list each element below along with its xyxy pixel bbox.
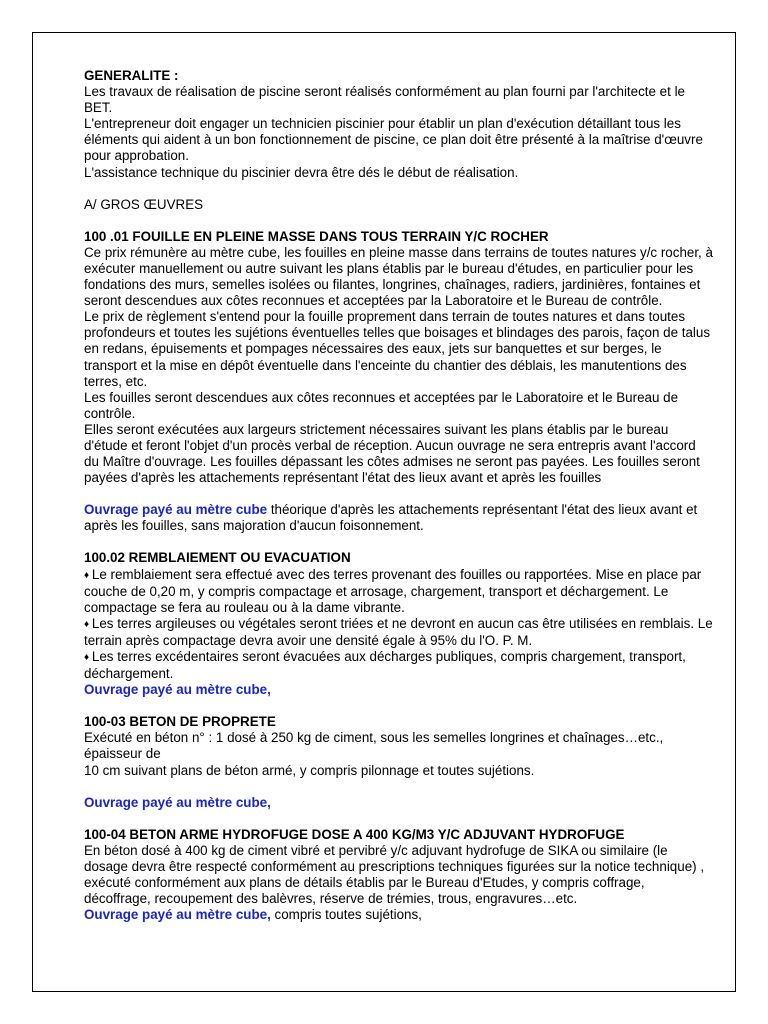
item-100-03-paragraph-1: Exécuté en béton n° : 1 dosé à 250 kg de ciment, sous les semelles longrines et chaînages…etc., épaisseur de (84, 730, 664, 762)
diamond-bullet-icon (84, 649, 92, 664)
item-100-01-paragraph-4: Elles seront exécutées aux largeurs strictement nécessaires suivant les plans établis par le bureau d'étude et feront l'objet d'un procès verbal de réception. Aucun ouvrage ne sera entrepris avant l'accord du Maître d'ouvrage. Les fouilles dépassant les côtes admises ne seront pas payées. Les fouilles seront payées d'après les attachements représentant l'état des lieux avant et après les fouilles (84, 421, 700, 486)
payment-label: Ouvrage payé au mètre cube (84, 502, 268, 518)
item-100-01-paragraph-3: Les fouilles seront descendues aux côtes reconnues et acceptées par le Laboratoire et le Bureau de contrôle. (84, 389, 679, 421)
item-100-02-payment (84, 682, 714, 698)
item-100-02-bullet-2: ♦ Les terres argileuses ou végétales seront triées et ne devront en aucun cas être utilisées en remblais. Le terrain après compactage devra avoir une densité égale à 95% du l'O. P. M. (84, 616, 714, 649)
item-100-02-heading: 100.02 REMBLAIEMENT OU EVACUATION (84, 550, 351, 566)
item-100-02-bullet-1: ♦ Le remblaiement sera effectué avec des terres provenant des fouilles ou rapportées. Mise en place par couche de 0,20 m, y compris compactage et arrosage, chargement, transport et déchargement. Le compactage se fera au rouleau ou à la dame vibrante. (84, 567, 714, 616)
payment-label: Ouvrage payé au mètre cube, (84, 794, 271, 810)
item-100-02-bullet-3: ♦ Les terres excédentaires seront évacuées aux décharges publiques, compris chargement, transport, déchargement. (84, 649, 714, 682)
generalite-paragraph-3: L'assistance technique du piscinier devra être dés le début de réalisation. (84, 164, 519, 180)
item-100-01-paragraph-2: Le prix de règlement s'entend pour la fouille proprement dans terrain de toutes natures et dans toutes profondeurs et toutes les sujétions éventuelles telles que boisages et blindages des parois, façon de talus en redans, épuisements et pompages nécessaires des eaux, jets sur banquettes et sur berges, le transport et la mise en dépôt éventuelle dans l'enceinte du chantier des déblais, les manutentions des terres, etc. (84, 309, 711, 389)
payment-label: Ouvrage payé au mètre cube, (84, 907, 271, 923)
item-100-03-heading: 100-03 BETON DE PROPRETE (84, 714, 276, 730)
diamond-bullet-icon (84, 616, 92, 631)
payment-text: compris toutes sujétions, (270, 907, 422, 923)
item-100-01-heading: 100 .01 FOUILLE EN PLEINE MASSE DANS TOUS TERRAIN Y/C ROCHER (84, 228, 549, 244)
item-100-01-payment (84, 502, 714, 534)
item-100-03-paragraph-2: 10 cm suivant plans de béton armé, y compris pilonnage et toutes sujétions. (84, 762, 535, 778)
generalite-paragraph-1: Les travaux de réalisation de piscine seront réalisés conformément au plan fourni par l'architecte et le BET. (84, 84, 685, 116)
payment-label: Ouvrage payé au mètre cube, (84, 682, 271, 698)
generalite-heading: GENERALITE : (84, 68, 179, 83)
generalite-paragraph-2: L'entrepreneur doit engager un technicien piscinier pour établir un plan d'exécution détaillant tous les éléments qui aident à un bon fonctionnement de piscine, ce plan doit être présenté à la maîtrise d'œuvre pour approbation. (84, 116, 703, 164)
item-100-01-paragraph-1: Ce prix rémunère au mètre cube, les fouilles en pleine masse dans terrains de toutes natures y/c rocher, à exécuter manuellement ou autre suivant les plans établis par le bureau d'études, en particulier pour les fondations des murs, semelles isolées ou filantes, longrines, chaînages, radiers, jardinières, fontaines et seront descendues aux côtes reconnues et acceptées par la Laboratoire et le Bureau de contrôle. (84, 244, 713, 309)
document-body (84, 68, 714, 923)
payment-text: théorique d'après les attachements représentant l'état des lieux avant et après les fouilles, sans majoration d'aucun foisonnement. (84, 502, 698, 534)
item-100-04-payment (84, 907, 714, 923)
section-gros-oeuvres: A/ GROS ŒUVRES (84, 196, 204, 212)
diamond-bullet-icon (84, 567, 92, 582)
item-100-03-payment (84, 795, 714, 811)
item-100-04-heading: 100-04 BETON ARME HYDROFUGE DOSE A 400 KG/M3 Y/C ADJUVANT HYDROFUGE (84, 826, 625, 842)
item-100-04-paragraph-1: En béton dosé à 400 kg de ciment vibré et pervibré y/c adjuvant hydrofuge de SIKA ou similaire (le dosage devra être respecté conformément au prescriptions techniques figurées sur la notice technique) , exécuté conformément aux plans de détails établis par le Bureau d'Etudes, y compris coffrage, décoffrage, recoupement des balèvres, réserve de trémies, trous, engravures…etc. (84, 842, 705, 907)
